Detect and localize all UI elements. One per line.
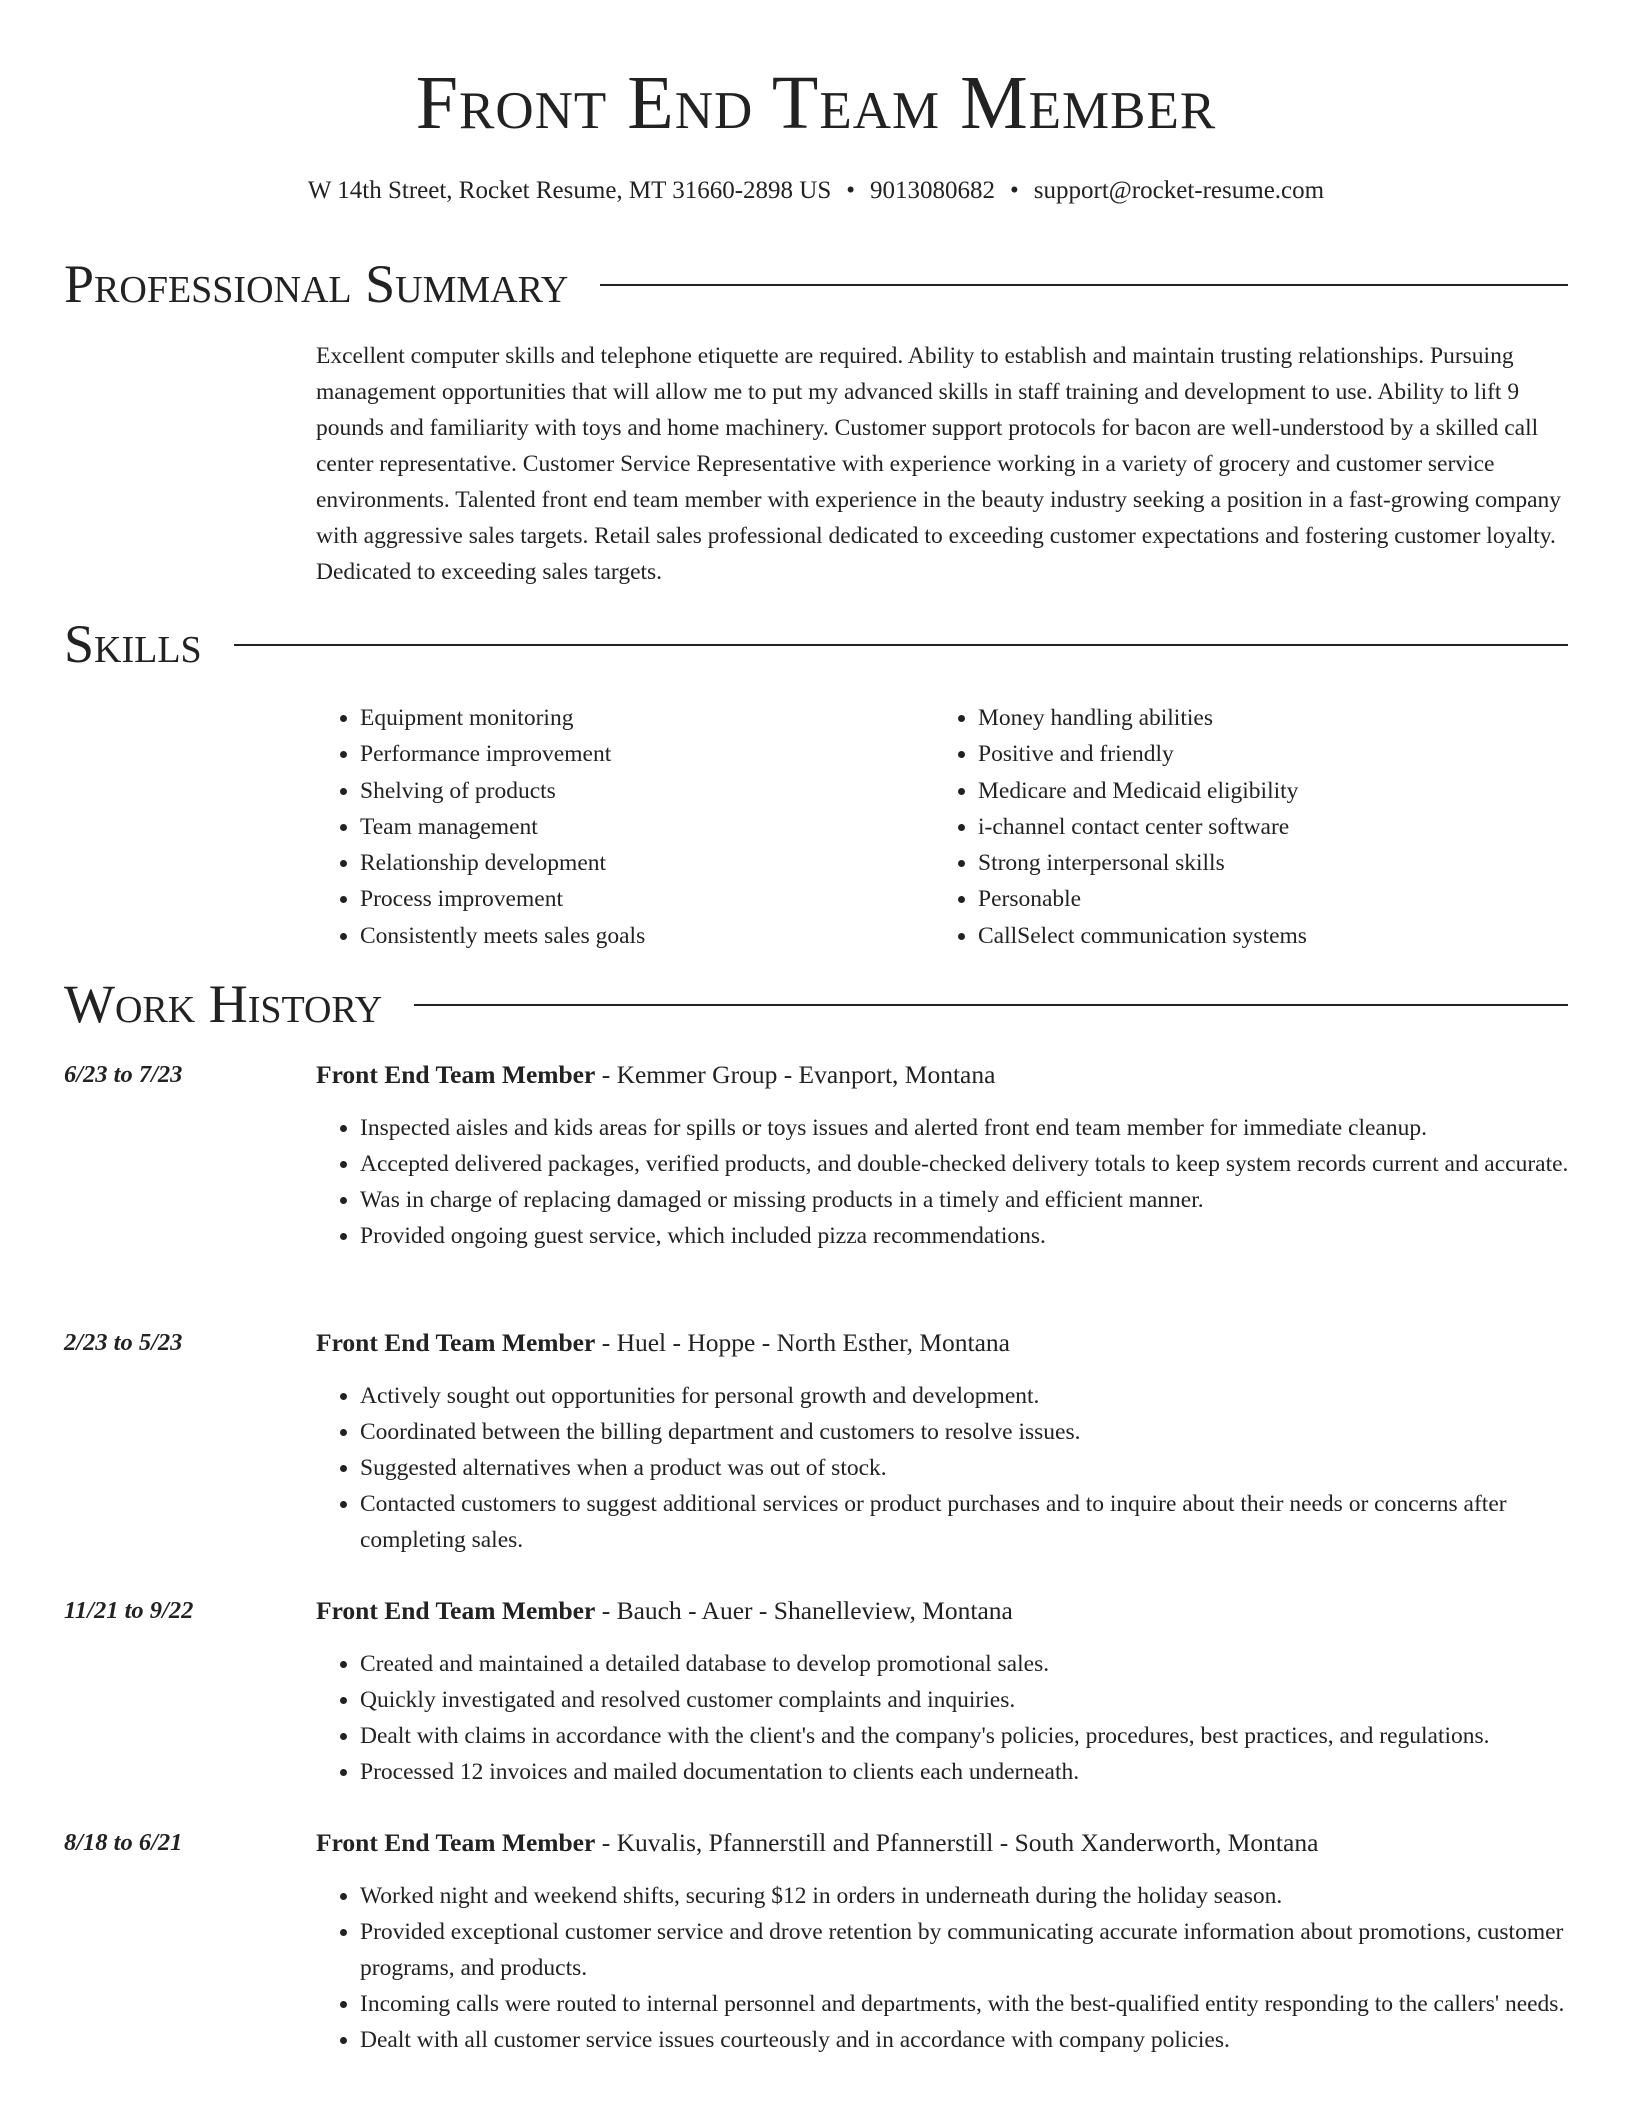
skill-item: • Strong interpersonal skills (978, 845, 1552, 881)
job-duties (316, 1378, 1572, 1558)
skills-column-left (316, 700, 934, 954)
skill-item: • Money handling abilities (978, 700, 1552, 736)
job-dates: 6/23 to 7/23 (64, 1061, 183, 1088)
skill-item: • Relationship development (360, 845, 934, 881)
candidate-name: Front End Team Member (415, 61, 1217, 145)
summary-heading: Professional Summary (64, 254, 569, 314)
job-duty: • Contacted customers to suggest additional services or product purchases and to inquire about their needs or concerns after completing sales. (360, 1486, 1572, 1558)
job-duties (316, 1878, 1572, 2058)
skills-heading: Skills (64, 614, 202, 674)
skill-item: • Positive and friendly (978, 736, 1552, 772)
skills-section-header (64, 612, 1568, 676)
job-duty: • Inspected aisles and kids areas for spills or toys issues and alerted front end team member for immediate cleanup. (360, 1110, 1572, 1146)
job-company: - Huel - Hoppe - North Esther, Montana (595, 1328, 1010, 1357)
skills-list (316, 700, 1572, 954)
skill-item: • Team management (360, 809, 934, 845)
contact-separator: • (846, 177, 856, 204)
job-duty: • Dealt with claims in accordance with the client's and the company's policies, procedures, best practices, and regulations. (360, 1718, 1572, 1754)
job-company: - Kemmer Group - Evanport, Montana (595, 1060, 996, 1089)
job-dates: 8/18 to 6/21 (64, 1829, 183, 1856)
skill-item: • Consistently meets sales goals (360, 918, 934, 954)
job-duty: • Actively sought out opportunities for personal growth and development. (360, 1378, 1572, 1414)
job-duty: • Suggested alternatives when a product was out of stock. (360, 1450, 1572, 1486)
job-company: - Bauch - Auer - Shanelleview, Montana (595, 1596, 1013, 1625)
job-duty: • Created and maintained a detailed database to develop promotional sales. (360, 1646, 1572, 1682)
section-divider (600, 284, 1568, 286)
contact-separator: • (1010, 177, 1019, 204)
contact-line (0, 174, 1632, 208)
job-role: Front End Team Member (316, 1828, 596, 1857)
job-duty: • Incoming calls were routed to internal personnel and departments, with the best-qualified entity responding to the callers' needs. (360, 1986, 1572, 2022)
job-role: Front End Team Member (316, 1328, 596, 1357)
job-role: Front End Team Member (316, 1596, 596, 1625)
job-dates: 11/21 to 9/22 (64, 1597, 194, 1624)
skill-item: • i-channel contact center software (978, 809, 1552, 845)
skill-item: • Personable (978, 881, 1552, 917)
job-heading (316, 1826, 1318, 1860)
contact-phone: 9013080682 (870, 177, 996, 204)
work-section-header (64, 972, 1568, 1036)
job-company: - Kuvalis, Pfannerstill and Pfannerstill - South Xanderworth, Montana (595, 1828, 1319, 1857)
section-divider (234, 644, 1568, 646)
job-duty: • Quickly investigated and resolved customer complaints and inquiries. (360, 1682, 1572, 1718)
job-duty: • Processed 12 invoices and mailed documentation to clients each underneath. (360, 1754, 1572, 1790)
work-heading: Work History (64, 974, 383, 1034)
contact-address: W 14th Street, Rocket Resume, MT 31660-2898 US (307, 177, 832, 204)
skill-item: • Shelving of products (360, 773, 934, 809)
job-duty: • Was in charge of replacing damaged or missing products in a timely and efficient manner. (360, 1182, 1572, 1218)
job-heading (316, 1058, 995, 1092)
summary-text: Excellent computer skills and telephone etiquette are required. Ability to establish and maintain trusting relationships. Pursuing management opportunities that will allow me to put my advanced skills in staff training and development to use. Ability to lift 9 pounds and familiarity with toys and home machinery. Customer support protocols for bacon are well-understood by a skilled call center representative. Customer Service Representative with experience working in a variety of grocery and customer service environments. Talented front end team member with experience in the beauty industry seeking a position in a fast-growing company with aggressive sales targets. Retail sales professional dedicated to exceeding customer expectations and fostering customer loyalty. Dedicated to exceeding sales targets. (316, 343, 1562, 585)
job-duty: • Provided exceptional customer service and drove retention by communicating accurate information about promotions, customer programs, and products. (360, 1914, 1572, 1986)
job-heading (316, 1594, 1013, 1628)
job-duty: • Dealt with all customer service issues courteously and in accordance with company policies. (360, 2022, 1572, 2058)
skill-item: • Medicare and Medicaid eligibility (978, 773, 1552, 809)
job-role: Front End Team Member (316, 1060, 596, 1089)
contact-email[interactable]: support@rocket-resume.com (1033, 177, 1325, 204)
skill-item: • CallSelect communication systems (978, 918, 1552, 954)
job-duties (316, 1110, 1572, 1254)
job-duty: • Accepted delivered packages, verified products, and double-checked delivery totals to keep system records current and accurate. (360, 1146, 1572, 1182)
skills-column-right (934, 700, 1552, 954)
job-duty: • Provided ongoing guest service, which included pizza recommendations. (360, 1218, 1572, 1254)
skill-item: • Equipment monitoring (360, 700, 934, 736)
job-heading (316, 1326, 1010, 1360)
summary-section-header (64, 252, 1568, 316)
skill-item: • Process improvement (360, 881, 934, 917)
job-duty: • Coordinated between the billing department and customers to resolve issues. (360, 1414, 1572, 1450)
section-divider (414, 1004, 1568, 1006)
skill-item: • Performance improvement (360, 736, 934, 772)
job-dates: 2/23 to 5/23 (64, 1329, 183, 1356)
job-duty: • Worked night and weekend shifts, securing $12 in orders in underneath during the holiday season. (360, 1878, 1572, 1914)
job-duties (316, 1646, 1572, 1790)
